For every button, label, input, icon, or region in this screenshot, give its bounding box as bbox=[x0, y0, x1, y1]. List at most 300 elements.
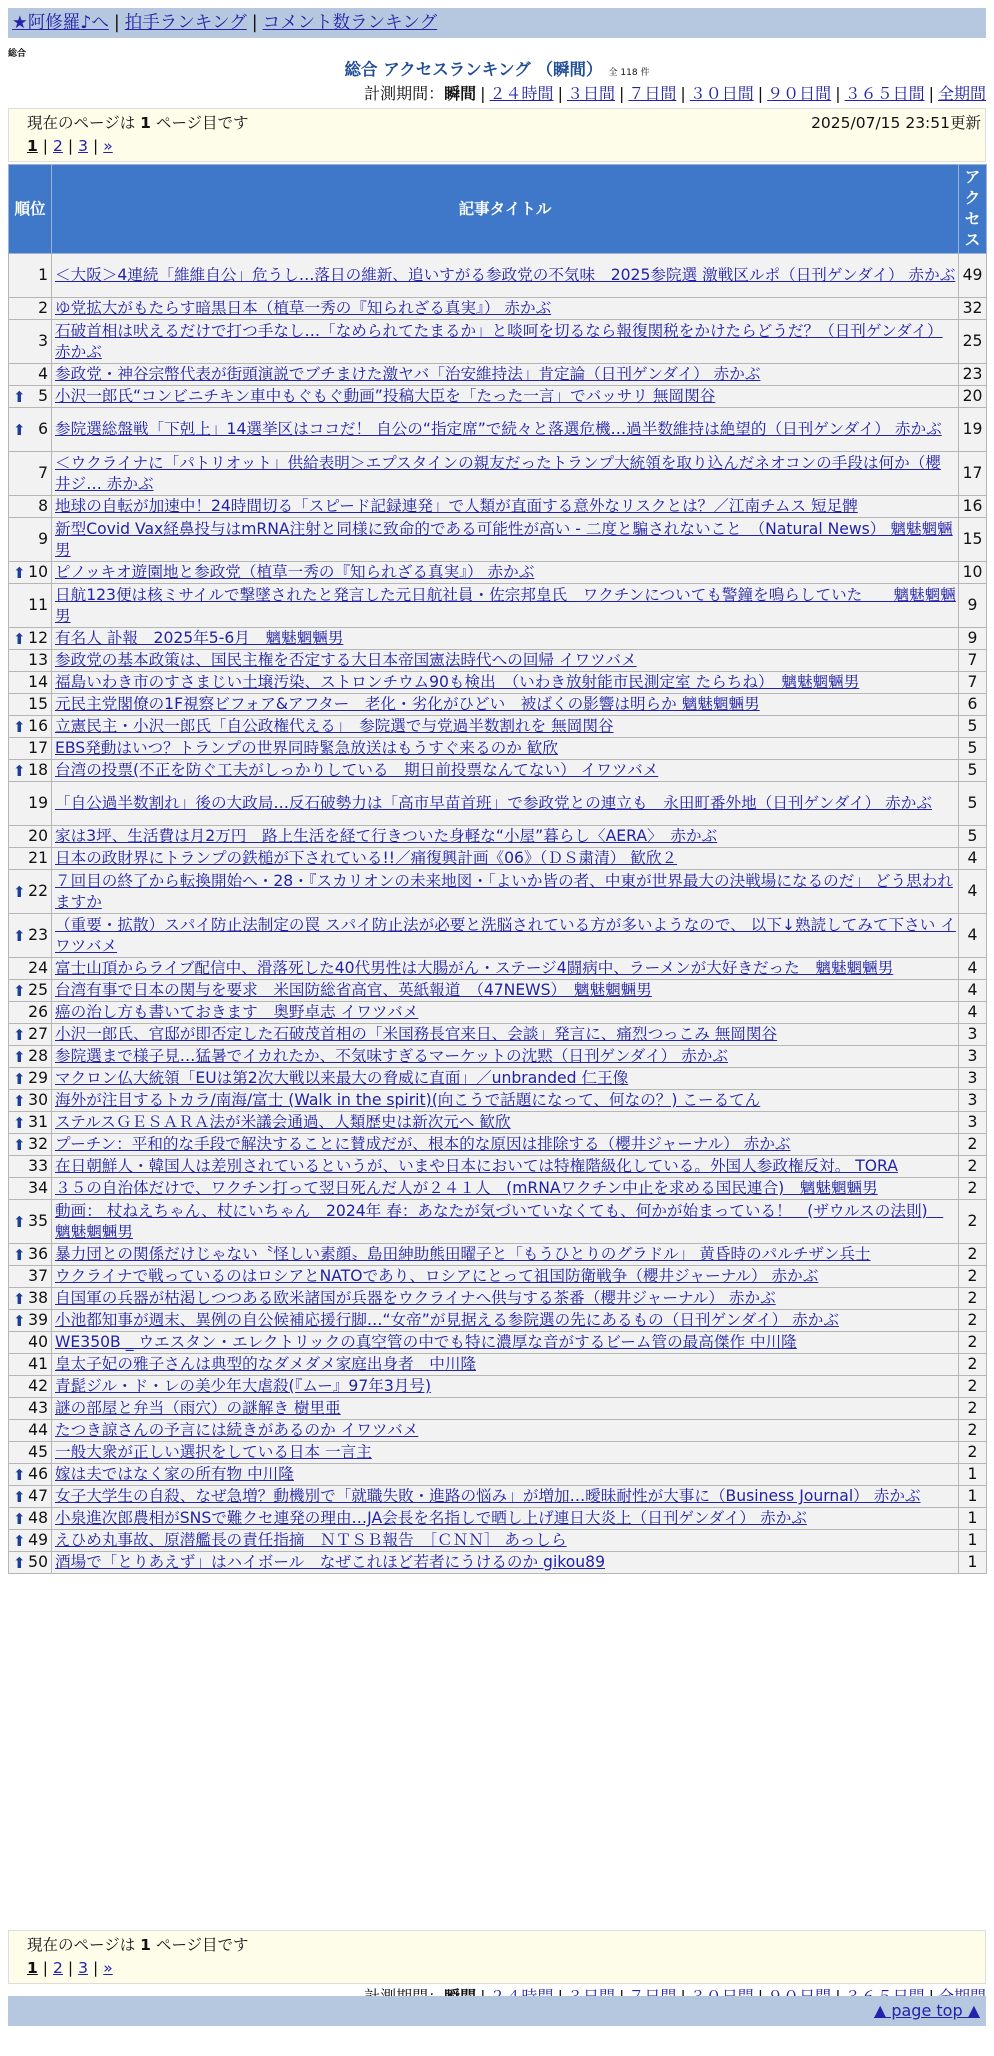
rank-number: 47 bbox=[28, 1487, 48, 1505]
table-row bbox=[9, 1354, 987, 1376]
access-count: 2 bbox=[959, 1134, 987, 1156]
article-link[interactable]: 謎の部屋と弁当（雨穴）の謎解き 樹里亜 bbox=[55, 1399, 341, 1417]
period-separator: | bbox=[757, 84, 764, 103]
article-link[interactable]: 参院選まで様子見…猛暑でイカれたか、不気味すぎるマーケットの沈黙（日刊ゲンダイ） 赤かぶ bbox=[55, 1047, 728, 1065]
title-cell bbox=[52, 1090, 959, 1112]
period-option-link[interactable]: ３６５日間 bbox=[844, 84, 925, 103]
title-cell bbox=[52, 1398, 959, 1420]
rank-cell bbox=[9, 1068, 52, 1090]
article-link[interactable]: WE350B _ ウエスタン・エレクトリックの真空管の中でも特に濃厚な音がするビーム管の最高傑作 中川隆 bbox=[55, 1333, 797, 1351]
rank-number: 31 bbox=[28, 1113, 48, 1131]
article-link[interactable]: 台湾有事で日本の関与を要求 米国防総省高官、英紙報道 （47NEWS） 魑魅魍魎男 bbox=[55, 981, 652, 999]
rank-number: 30 bbox=[28, 1091, 48, 1109]
rank-cell bbox=[9, 672, 52, 694]
pager-text: 現在のページは bbox=[27, 114, 141, 132]
table-row bbox=[9, 1134, 987, 1156]
title-cell bbox=[52, 1288, 959, 1310]
period-selector-top bbox=[8, 83, 986, 105]
access-count: 2 bbox=[959, 1332, 987, 1354]
rank-up-arrow-icon: ⬆ bbox=[13, 1553, 26, 1572]
table-row bbox=[9, 364, 987, 386]
article-link[interactable]: 酒場で「とりあえず」はハイボール なぜこれほど若者にうけるのか gikou89 bbox=[55, 1553, 606, 1571]
rank-number: 42 bbox=[28, 1377, 48, 1395]
article-link[interactable]: 動画： 杖ねえちゃん、杖にいちゃん 2024年 春：あなたが気づいていなくても、何かが始まっている！ (ザウルスの法則) 魑魅魍魎男 bbox=[55, 1201, 944, 1241]
rank-cell bbox=[9, 1376, 52, 1398]
period-option-link[interactable]: ７日間 bbox=[628, 84, 677, 103]
access-count: 2 bbox=[959, 1442, 987, 1464]
title-cell bbox=[52, 628, 959, 650]
rank-number: 32 bbox=[28, 1135, 48, 1153]
period-option-link[interactable]: ２４時間 bbox=[489, 84, 554, 103]
access-count: 3 bbox=[959, 1046, 987, 1068]
rank-cell bbox=[9, 1134, 52, 1156]
category-label: 総合 bbox=[8, 49, 27, 59]
pager-text: ページ目です bbox=[150, 114, 249, 132]
rank-up-arrow-icon: ⬆ bbox=[13, 1289, 26, 1308]
title-cell bbox=[52, 1178, 959, 1200]
table-row bbox=[9, 1002, 987, 1024]
rank-up-arrow-icon: ⬆ bbox=[13, 1047, 26, 1066]
title-cell bbox=[52, 848, 959, 870]
article-link[interactable]: 有名人 訃報 2025年5-6月 魑魅魍魎男 bbox=[55, 629, 344, 647]
rank-up-arrow-icon: ⬆ bbox=[13, 1025, 26, 1044]
current-page-number: 1 bbox=[140, 1936, 151, 1954]
access-count: 15 bbox=[959, 518, 987, 562]
page-link-current: 1 bbox=[27, 137, 38, 155]
table-row bbox=[9, 1420, 987, 1442]
article-link[interactable]: ３５の自治体だけで、ワクチン打って翌日死んだ人が２４１人 (mRNAワクチン中止を求める国民連合) 魑魅魍魎男 bbox=[55, 1179, 878, 1197]
rank-cell bbox=[9, 1288, 52, 1310]
title-cell bbox=[52, 1420, 959, 1442]
pager-top bbox=[8, 108, 986, 162]
article-link[interactable]: EBS発動はいつ？トランプの世界同時緊急放送はもうすぐ来るのか 歓欣 bbox=[55, 739, 558, 757]
title-cell bbox=[52, 452, 959, 496]
title-cell bbox=[52, 1332, 959, 1354]
article-link[interactable]: 女子大学生の自殺、なぜ急増？動機別で「就職失敗・進路の悩み」が増加…曖昧耐性が大事に（Business Journal） 赤かぶ bbox=[55, 1487, 921, 1505]
article-link[interactable]: 海外が注目するトカラ/南海/富士 (Walk in the spirit)(向こうで話題になって、何なの？) こーるてん bbox=[55, 1091, 761, 1109]
table-row bbox=[9, 716, 987, 738]
rank-up-arrow-icon: ⬆ bbox=[13, 761, 26, 780]
rank-up-arrow-icon: ⬆ bbox=[13, 1311, 26, 1330]
rank-number: 39 bbox=[28, 1311, 48, 1329]
rank-cell bbox=[9, 782, 52, 826]
rank-cell bbox=[9, 1090, 52, 1112]
rank-cell bbox=[9, 1046, 52, 1068]
next-page-link[interactable]: » bbox=[103, 137, 113, 155]
rank-cell bbox=[9, 1024, 52, 1046]
pager-text: 現在のページは bbox=[27, 1936, 141, 1954]
article-link[interactable]: 日航123便は核ミサイルで撃墜されたと発言した元日航社員・佐宗邦皇氏 ワクチンについても警鐘を鳴らしていた 魑魅魍魎男 bbox=[55, 585, 956, 625]
rank-up-arrow-icon: ⬆ bbox=[13, 563, 26, 582]
article-link[interactable]: 一般大衆が正しい選択をしている日本 一言主 bbox=[55, 1443, 372, 1461]
rank-cell bbox=[9, 1332, 52, 1354]
access-count: 32 bbox=[959, 298, 987, 320]
rank-cell bbox=[9, 1200, 52, 1244]
rank-cell bbox=[9, 716, 52, 738]
access-header: アクセス bbox=[959, 165, 987, 254]
article-link[interactable]: 地球の自転が加速中！24時間切る「スピード記録連発」で人類が直面する意外なリスクとは？／江南チムス 短足髀 bbox=[55, 497, 858, 515]
title-cell bbox=[52, 1002, 959, 1024]
rank-header: 順位 bbox=[9, 165, 52, 254]
table-row bbox=[9, 1178, 987, 1200]
period-option-link[interactable]: 全期間 bbox=[937, 84, 986, 103]
title-cell bbox=[52, 716, 959, 738]
article-link[interactable]: 台湾の投票(不正を防ぐ工夫がしっかりしている 期日前投票なんてない） イワツバメ bbox=[55, 761, 659, 779]
rank-number: 38 bbox=[28, 1289, 48, 1307]
article-link[interactable]: えひめ丸事故、原潜艦長の責任指摘 ＮＴＳＢ報告 ［ＣＮＮ］ あっしら bbox=[55, 1531, 567, 1549]
page-link[interactable]: 2 bbox=[53, 137, 63, 155]
title-cell bbox=[52, 1376, 959, 1398]
rank-number: 3 bbox=[38, 332, 48, 350]
article-link[interactable]: 新型Covid Vax経鼻投与はmRNA注射と同様に致命的である可能性が高い - 二度と騙されないこと （Natural News） 魑魅魍魎男 bbox=[55, 519, 953, 559]
page-link[interactable]: 3 bbox=[78, 1959, 89, 1977]
access-count: 2 bbox=[959, 1354, 987, 1376]
access-count: 6 bbox=[959, 694, 987, 716]
title-cell bbox=[52, 1068, 959, 1090]
rank-number: 8 bbox=[38, 497, 48, 515]
rank-number: 11 bbox=[28, 596, 48, 614]
article-link[interactable]: ＜大阪＞4連続「維維自公」危うし…落日の維新、追いすがる参政党の不気味 2025参院選 激戦区ルポ（日刊ゲンダイ） 赤かぶ bbox=[55, 266, 956, 284]
pager-text: ページ目です bbox=[150, 1936, 249, 1954]
page-link[interactable]: 3 bbox=[78, 137, 89, 155]
rank-number: 15 bbox=[28, 695, 48, 713]
access-count: 2 bbox=[959, 1376, 987, 1398]
article-link[interactable]: 参院選総盤戦「下剋上」14選挙区はココだ！ 自公の“指定席”で続々と落選危機…過半数維持は絶望的（日刊ゲンダイ） 赤かぶ bbox=[55, 420, 942, 438]
article-link[interactable]: プーチン：平和的な手段で解決することに賛成だが、根本的な原因は排除する（櫻井ジャーナル） 赤かぶ bbox=[55, 1135, 791, 1153]
rank-up-arrow-icon: ⬆ bbox=[13, 1245, 26, 1264]
rank-number: 22 bbox=[28, 882, 48, 900]
access-count: 4 bbox=[959, 914, 987, 958]
table-row bbox=[9, 914, 987, 958]
article-link[interactable]: 富士山頂からライブ配信中、滑落死した40代男性は大腸がん・ステージ4闘病中、ラーメンが大好きだった 魑魅魍魎男 bbox=[55, 959, 894, 977]
access-count: 25 bbox=[959, 320, 987, 364]
pager-bottom bbox=[8, 1930, 986, 1984]
access-count: 7 bbox=[959, 672, 987, 694]
rank-up-arrow-icon: ⬆ bbox=[13, 1465, 26, 1484]
title-cell bbox=[52, 870, 959, 914]
article-link[interactable]: 暴力団との関係だけじゃない〝怪しい素顔〟島田紳助熊田曜子と「もうひとりのグラドル」 黄昏時のパルチザン兵士 bbox=[55, 1245, 871, 1263]
article-link[interactable]: 立憲民主・小沢一郎氏「自公政権代える」 参院選で与党過半数割れを 無岡関谷 bbox=[55, 717, 614, 735]
page-separator: | bbox=[93, 137, 99, 155]
access-count: 2 bbox=[959, 1266, 987, 1288]
access-count: 1 bbox=[959, 1530, 987, 1552]
title-cell bbox=[52, 980, 959, 1002]
article-link[interactable]: 「自公過半数割れ」後の大政局…反石破勢力は「高市早苗首班」で参政党との連立も 永田町番外地（日刊ゲンダイ） 赤かぶ bbox=[55, 794, 932, 812]
rank-cell bbox=[9, 562, 52, 584]
period-option-link[interactable]: ３０日間 bbox=[689, 84, 754, 103]
rank-cell bbox=[9, 870, 52, 914]
title-cell bbox=[52, 518, 959, 562]
rank-number: 6 bbox=[38, 420, 48, 438]
title-cell bbox=[52, 1310, 959, 1332]
pager-status bbox=[27, 1934, 967, 1957]
rank-number: 29 bbox=[28, 1069, 48, 1087]
current-page-number: 1 bbox=[140, 114, 151, 132]
table-row bbox=[9, 1398, 987, 1420]
access-count: 9 bbox=[959, 584, 987, 628]
table-row bbox=[9, 760, 987, 782]
period-option-link[interactable]: ３日間 bbox=[566, 84, 615, 103]
article-link[interactable]: ステルスＧＥＳＡＲＡ法が米議会通過、人類歴史は新次元へ 歓欣 bbox=[55, 1113, 511, 1131]
table-row bbox=[9, 496, 987, 518]
table-row bbox=[9, 738, 987, 760]
title-cell bbox=[52, 320, 959, 364]
title-cell bbox=[52, 782, 959, 826]
access-count: 5 bbox=[959, 716, 987, 738]
article-link[interactable]: 小池都知事が週末、異例の自公候補応援行脚…“女帝”が見据える参院選の先にあるもの（日刊ゲンダイ） 赤かぶ bbox=[55, 1311, 839, 1329]
article-link[interactable]: 日本の政財界にトランプの鉄槌が下されている!!／痛復興計画《06》（ＤＳ粛清） 歓欣２ bbox=[55, 849, 678, 867]
rank-cell bbox=[9, 1112, 52, 1134]
article-link[interactable]: 福島いわき市のすさまじい土壌汚染、ストロンチウム90も検出 （いわき放射能市民測定室 たらちね） 魑魅魍魎男 bbox=[55, 673, 860, 691]
rank-up-arrow-icon: ⬆ bbox=[13, 1091, 26, 1110]
rank-number: 1 bbox=[38, 266, 48, 284]
page-separator: | bbox=[42, 1959, 49, 1977]
rank-cell bbox=[9, 452, 52, 496]
access-count: 16 bbox=[959, 496, 987, 518]
page-separator: | bbox=[67, 137, 74, 155]
article-link[interactable]: 参政党の基本政策は、国民主権を否定する大日本帝国憲法時代への回帰 イワツバメ bbox=[55, 651, 637, 669]
title-header: 記事タイトル bbox=[52, 165, 959, 254]
rank-number: 44 bbox=[28, 1421, 48, 1439]
access-count: 2 bbox=[959, 1178, 987, 1200]
rank-cell bbox=[9, 914, 52, 958]
rank-cell bbox=[9, 386, 52, 408]
table-row bbox=[9, 1266, 987, 1288]
period-separator: | bbox=[557, 84, 563, 103]
table-row bbox=[9, 1156, 987, 1178]
rank-cell bbox=[9, 1464, 52, 1486]
article-link[interactable]: （重要・拡散）スパイ防止法制定の罠 スパイ防止法が必要と洗脳されている方が多いようなので、 以下↓熟読してみて下さい イワツバメ bbox=[55, 915, 956, 955]
article-link[interactable]: 石破首相は吠えるだけで打つ手なし…「なめられてたまるか」と啖呵を切るなら報復関税をかけたらどうだ？（日刊ゲンダイ） 赤かぶ bbox=[55, 321, 943, 361]
page-links bbox=[27, 135, 967, 158]
rank-up-arrow-icon: ⬆ bbox=[13, 1135, 26, 1154]
page-title-row bbox=[8, 59, 986, 84]
rank-up-arrow-icon: ⬆ bbox=[13, 1113, 26, 1132]
article-link[interactable]: 小沢一郎氏、官邸が即否定した石破茂首相の「米国務長官来日、会談」発言に、痛烈つっこみ 無岡関谷 bbox=[55, 1025, 778, 1043]
rank-number: 20 bbox=[28, 827, 48, 845]
table-row bbox=[9, 562, 987, 584]
access-count: 3 bbox=[959, 1024, 987, 1046]
table-row bbox=[9, 1530, 987, 1552]
ranking-table bbox=[8, 164, 987, 1574]
rank-number: 7 bbox=[38, 464, 48, 482]
applause-ranking-link[interactable]: 拍手ランキング bbox=[124, 13, 247, 33]
rank-number: 37 bbox=[28, 1267, 48, 1285]
article-link[interactable]: 元民主党閣僚の1F視察ビフォア&アフター 老化・劣化がひどい 被ばくの影響は明らか 魑魅魍魎男 bbox=[55, 695, 760, 713]
article-link[interactable]: ゆ党拡大がもたらす暗黒日本（植草一秀の『知られざる真実』） 赤かぶ bbox=[55, 299, 552, 317]
rank-number: 12 bbox=[28, 629, 48, 647]
article-link[interactable]: ピノッキオ遊園地と参政党（植草一秀の『知られざる真実』） 赤かぶ bbox=[55, 563, 535, 581]
article-link[interactable]: 家は3坪、生活費は月2万円 路上生活を経て行きついた身軽な“小屋”暮らし〈AERA〉 赤かぶ bbox=[55, 827, 718, 845]
next-page-link[interactable]: » bbox=[103, 1959, 113, 1977]
page-links bbox=[27, 1957, 967, 1980]
period-separator: | bbox=[480, 84, 486, 103]
access-count: 3 bbox=[959, 1068, 987, 1090]
rank-up-arrow-icon: ⬆ bbox=[13, 882, 26, 901]
rank-cell bbox=[9, 1508, 52, 1530]
title-cell bbox=[52, 1530, 959, 1552]
table-row bbox=[9, 826, 987, 848]
access-count: 5 bbox=[959, 826, 987, 848]
rank-cell bbox=[9, 408, 52, 452]
title-cell bbox=[52, 496, 959, 518]
title-cell bbox=[52, 1464, 959, 1486]
title-cell bbox=[52, 364, 959, 386]
rank-number: 27 bbox=[28, 1025, 48, 1043]
access-count: 4 bbox=[959, 848, 987, 870]
rank-up-arrow-icon: ⬆ bbox=[13, 420, 26, 439]
rank-number: 25 bbox=[28, 981, 48, 999]
access-count: 2 bbox=[959, 1310, 987, 1332]
table-row bbox=[9, 1200, 987, 1244]
rank-number: 9 bbox=[38, 530, 48, 548]
rank-up-arrow-icon: ⬆ bbox=[13, 717, 26, 736]
title-cell bbox=[52, 672, 959, 694]
access-count: 49 bbox=[959, 254, 987, 298]
rank-number: 46 bbox=[28, 1465, 48, 1483]
title-cell bbox=[52, 562, 959, 584]
article-link[interactable]: ＜ウクライナに「パトリオット」供給表明＞エプスタインの親友だったトランプ大統領を取り込んだネオコンの手段は何か（櫻井ジ… 赤かぶ bbox=[55, 453, 941, 493]
ranking-table-body bbox=[9, 254, 987, 1574]
rank-number: 16 bbox=[28, 717, 48, 735]
table-row bbox=[9, 1310, 987, 1332]
title-cell bbox=[52, 1024, 959, 1046]
rank-number: 17 bbox=[28, 739, 48, 757]
title-cell bbox=[52, 826, 959, 848]
rank-number: 50 bbox=[28, 1553, 48, 1571]
page-link[interactable]: 2 bbox=[53, 1959, 63, 1977]
access-count: 5 bbox=[959, 760, 987, 782]
rank-cell bbox=[9, 628, 52, 650]
updated-timestamp: 2025/07/15 23:51更新 bbox=[811, 114, 981, 132]
table-row bbox=[9, 782, 987, 826]
rank-number: 18 bbox=[28, 761, 48, 779]
article-link[interactable]: 在日朝鮮人・韓国人は差別されているというが、いまや日本においては特権階級化している。外国人参政権反対。 TORA bbox=[55, 1157, 898, 1175]
rank-cell bbox=[9, 496, 52, 518]
rank-cell bbox=[9, 320, 52, 364]
title-cell bbox=[52, 408, 959, 452]
title-cell bbox=[52, 1486, 959, 1508]
rank-cell bbox=[9, 1530, 52, 1552]
access-count: 23 bbox=[959, 364, 987, 386]
access-count: 1 bbox=[959, 1486, 987, 1508]
article-link[interactable]: ウクライナで戦っているのはロシアとNATOであり、ロシアにとって祖国防衛戦争（櫻井ジャーナル） 赤かぶ bbox=[55, 1267, 819, 1285]
table-row bbox=[9, 1024, 987, 1046]
article-link[interactable]: 青髭ジル・ド・レの美少年大虐殺(『ムー』97年3月号) bbox=[55, 1377, 432, 1395]
article-link[interactable]: 癌の治し方も書いておきます 奥野卓志 イワツバメ bbox=[55, 1003, 419, 1021]
table-row bbox=[9, 1112, 987, 1134]
rank-number: 35 bbox=[28, 1212, 48, 1230]
article-link[interactable]: 小沢一郎氏“コンビニチキン車中もぐもぐ動画”投稿大臣を「たった一言」でバッサリ 無岡関谷 bbox=[55, 387, 716, 405]
rank-cell bbox=[9, 1552, 52, 1574]
title-cell bbox=[52, 1442, 959, 1464]
access-count: 4 bbox=[959, 958, 987, 980]
asyura-home-link[interactable]: ★阿修羅♪へ bbox=[12, 13, 109, 33]
access-count: 4 bbox=[959, 1002, 987, 1024]
period-label: 計測期間： bbox=[364, 84, 445, 103]
table-row bbox=[9, 1552, 987, 1574]
access-count: 2 bbox=[959, 1244, 987, 1266]
article-link[interactable]: たつき諒さんの予言には続きがあるのか イワツバメ bbox=[55, 1421, 419, 1439]
article-link[interactable]: マクロン仏大統領「EUは第2次大戦以来最大の脅威に直面」／unbranded 仁王像 bbox=[55, 1069, 629, 1087]
rank-cell bbox=[9, 364, 52, 386]
access-count: 2 bbox=[959, 1288, 987, 1310]
table-row bbox=[9, 870, 987, 914]
table-row bbox=[9, 1376, 987, 1398]
title-cell bbox=[52, 1552, 959, 1574]
nav-separator: | bbox=[113, 13, 120, 33]
table-row bbox=[9, 980, 987, 1002]
title-cell bbox=[52, 1508, 959, 1530]
rank-up-arrow-icon: ⬆ bbox=[13, 1531, 26, 1550]
article-link[interactable]: 皇太子妃の雅子さんは典型的なダメダメ家庭出身者 中川隆 bbox=[55, 1355, 477, 1373]
article-link[interactable]: ７回目の終了から転換開始へ・28・『スカリオンの未来地図・「よいか皆の者、中東が世界最大の決戦場になるのだ」 どう思われますか bbox=[55, 871, 953, 911]
table-row bbox=[9, 672, 987, 694]
rank-cell bbox=[9, 738, 52, 760]
article-link[interactable]: 参政党・神谷宗幣代表が街頭演説でブチまけた激ヤバ「治安維持法」肯定論（日刊ゲンダイ） 赤かぶ bbox=[55, 365, 761, 383]
table-row bbox=[9, 694, 987, 716]
total-count: 全 118 件 bbox=[608, 68, 650, 78]
page-separator: | bbox=[93, 1959, 99, 1977]
rank-cell bbox=[9, 1156, 52, 1178]
bottom-bar bbox=[8, 1996, 986, 2026]
title-cell bbox=[52, 386, 959, 408]
rank-number: 23 bbox=[28, 926, 48, 944]
comment-ranking-link[interactable]: コメント数ランキング bbox=[262, 13, 438, 33]
rank-up-arrow-icon: ⬆ bbox=[13, 981, 26, 1000]
rank-cell bbox=[9, 650, 52, 672]
rank-number: 43 bbox=[28, 1399, 48, 1417]
table-row bbox=[9, 452, 987, 496]
period-separator: | bbox=[928, 84, 934, 103]
access-count: 2 bbox=[959, 1420, 987, 1442]
access-count: 4 bbox=[959, 870, 987, 914]
access-count: 2 bbox=[959, 1156, 987, 1178]
rank-number: 24 bbox=[28, 959, 48, 977]
rank-cell bbox=[9, 1178, 52, 1200]
table-row bbox=[9, 1508, 987, 1530]
table-row bbox=[9, 1332, 987, 1354]
rank-up-arrow-icon: ⬆ bbox=[13, 1212, 26, 1231]
rank-cell bbox=[9, 694, 52, 716]
rank-cell bbox=[9, 760, 52, 782]
rank-number: 41 bbox=[28, 1355, 48, 1373]
rank-cell bbox=[9, 1266, 52, 1288]
period-option-link[interactable]: ９０日間 bbox=[767, 84, 832, 103]
title-cell bbox=[52, 254, 959, 298]
article-link[interactable]: 嫁は夫ではなく家の所有物 中川隆 bbox=[55, 1465, 294, 1483]
period-separator: | bbox=[618, 84, 625, 103]
rank-number: 10 bbox=[28, 563, 48, 581]
table-row bbox=[9, 320, 987, 364]
title-cell bbox=[52, 1200, 959, 1244]
table-row bbox=[9, 518, 987, 562]
page-link-current: 1 bbox=[27, 1959, 38, 1977]
rank-number: 4 bbox=[38, 365, 48, 383]
rank-cell bbox=[9, 826, 52, 848]
page-top-link[interactable]: ▲ page top ▲ bbox=[873, 2001, 980, 2020]
article-link[interactable]: 小泉進次郎農相がSNSで難クセ連発の理由…JA会長を名指しで晒し上げ連日大炎上（日刊ゲンダイ） 赤かぶ bbox=[55, 1509, 807, 1527]
title-cell bbox=[52, 298, 959, 320]
access-count: 5 bbox=[959, 738, 987, 760]
rank-number: 21 bbox=[28, 849, 48, 867]
rank-cell bbox=[9, 298, 52, 320]
table-row bbox=[9, 254, 987, 298]
rank-up-arrow-icon: ⬆ bbox=[13, 387, 26, 406]
table-row bbox=[9, 1046, 987, 1068]
article-link[interactable]: 自国軍の兵器が枯渇しつつある欧米諸国が兵器をウクライナへ供与する茶番（櫻井ジャーナル） 赤かぶ bbox=[55, 1289, 776, 1307]
rank-number: 34 bbox=[28, 1179, 48, 1197]
